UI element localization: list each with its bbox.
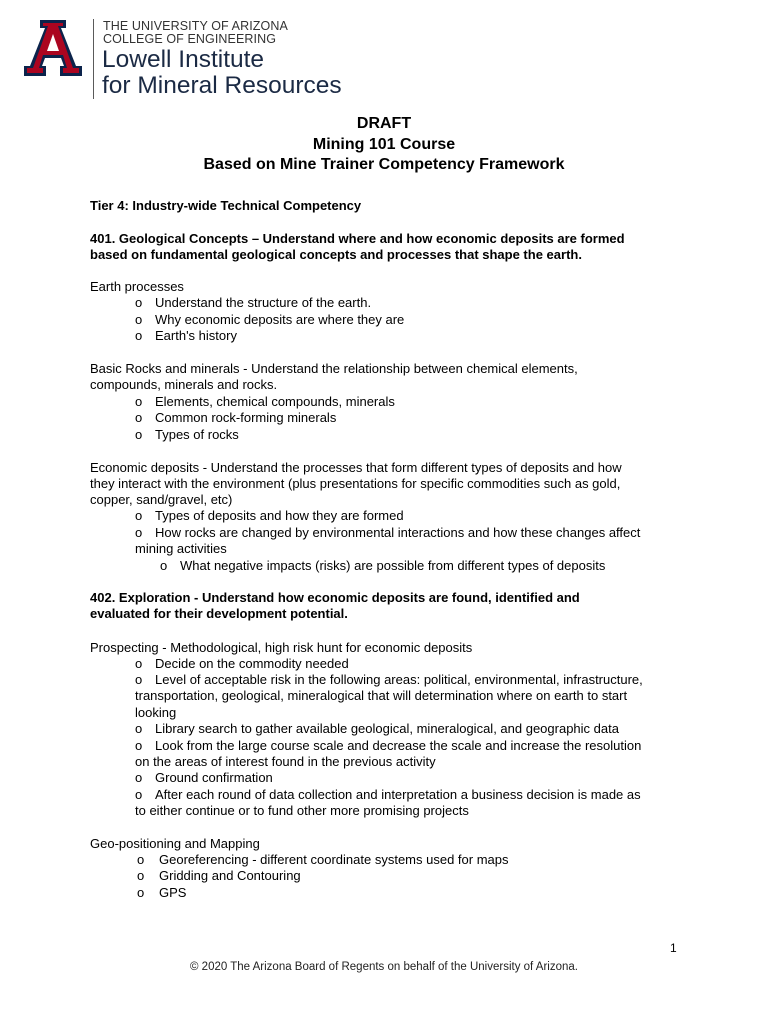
list-item: Understand the structure of the earth. [155, 295, 372, 310]
list-item-line2: transportation, geological, mineralogical that will determination where on earth to start [135, 688, 628, 703]
copyright-footer: © 2020 The Arizona Board of Regents on behalf of the University of Arizona. [190, 961, 578, 973]
bullet-marker: o [135, 410, 143, 425]
bullet-marker: o [135, 295, 143, 310]
list-item: Types of rocks [155, 427, 239, 442]
bullet-marker: o [135, 721, 143, 736]
section-401-heading-line2: based on fundamental geological concepts and processes that shape the earth. [90, 247, 582, 262]
logo-university-name: THE UNIVERSITY OF ARIZONA [103, 19, 288, 33]
bullet-marker: o [135, 770, 143, 785]
list-item-line1: After each round of data collection and interpretation a business decision is made as [155, 787, 641, 802]
bullet-marker: o [135, 427, 143, 442]
tier-heading: Tier 4: Industry-wide Technical Competency [90, 198, 362, 213]
logo-institute-line1: Lowell Institute [102, 46, 265, 73]
bullet-marker: o [135, 312, 143, 327]
econ-intro-line2: they interact with the environment (plus presentations for specific commodities such as gold, [90, 476, 621, 491]
geo-intro: Geo-positioning and Mapping [90, 836, 260, 851]
econ-intro-line1: Economic deposits - Understand the processes that form different types of deposits and how [90, 460, 622, 475]
bullet-marker: o [137, 852, 145, 867]
section-401-heading-line1: 401. Geological Concepts – Understand where and how economic deposits are formed [90, 231, 625, 246]
list-item-line3: looking [135, 705, 177, 720]
list-item-line2: on the areas of interest found in the previous activity [135, 754, 436, 769]
earth-processes-title: Earth processes [90, 279, 184, 294]
list-item: Earth's history [155, 328, 237, 343]
list-item: Gridding and Contouring [159, 868, 301, 883]
list-item: GPS [159, 885, 187, 900]
logo-college-name: COLLEGE OF ENGINEERING [103, 32, 277, 46]
logo-divider [93, 19, 94, 99]
list-item: Types of deposits and how they are formed [155, 508, 404, 523]
logo-institute-line2: for Mineral Resources [102, 72, 342, 99]
section-402-heading-line2: evaluated for their development potential. [90, 606, 348, 621]
sub-bullet-marker: o [160, 558, 168, 573]
list-item: Decide on the commodity needed [155, 656, 349, 671]
list-item: Why economic deposits are where they are [155, 312, 405, 327]
list-item-line1: How rocks are changed by environmental interactions and how these changes affect [155, 525, 641, 540]
page-number: 1 [670, 941, 677, 955]
bullet-marker: o [135, 328, 143, 343]
econ-intro-line3: copper, sand/gravel, etc) [90, 492, 233, 507]
bullet-marker: o [135, 656, 143, 671]
bullet-marker: o [135, 672, 143, 687]
bullet-marker: o [135, 394, 143, 409]
list-item-line1: Look from the large course scale and decrease the scale and increase the resolution [155, 738, 642, 753]
university-logo-icon [22, 20, 84, 76]
course-subtitle: Based on Mine Trainer Competency Framework [203, 156, 565, 173]
bullet-marker: o [135, 787, 143, 802]
list-item: Library search to gather available geological, mineralogical, and geographic data [155, 721, 619, 736]
list-item: Georeferencing - different coordinate systems used for maps [159, 852, 509, 867]
list-item: Common rock-forming minerals [155, 410, 337, 425]
bullet-marker: o [137, 868, 145, 883]
list-item: Ground confirmation [155, 770, 273, 785]
bullet-marker: o [137, 885, 145, 900]
bullet-marker: o [135, 508, 143, 523]
rocks-intro-line1: Basic Rocks and minerals - Understand the relationship between chemical elements, [90, 361, 578, 376]
section-402-heading-line1: 402. Exploration - Understand how economic deposits are found, identified and [90, 590, 580, 605]
course-title: Mining 101 Course [312, 136, 456, 153]
draft-label: DRAFT [356, 115, 412, 132]
bullet-marker: o [135, 738, 143, 753]
sub-list-item: What negative impacts (risks) are possible from different types of deposits [180, 558, 606, 573]
rocks-intro-line2: compounds, minerals and rocks. [90, 377, 278, 392]
prospecting-intro: Prospecting - Methodological, high risk hunt for economic deposits [90, 640, 473, 655]
list-item-line2: to either continue or to fund other more promising projects [135, 803, 469, 818]
list-item-line1: Level of acceptable risk in the following areas: political, environmental, infrastructure, [155, 672, 643, 687]
list-item-line2: mining activities [135, 541, 227, 556]
bullet-marker: o [135, 525, 143, 540]
list-item: Elements, chemical compounds, minerals [155, 394, 395, 409]
